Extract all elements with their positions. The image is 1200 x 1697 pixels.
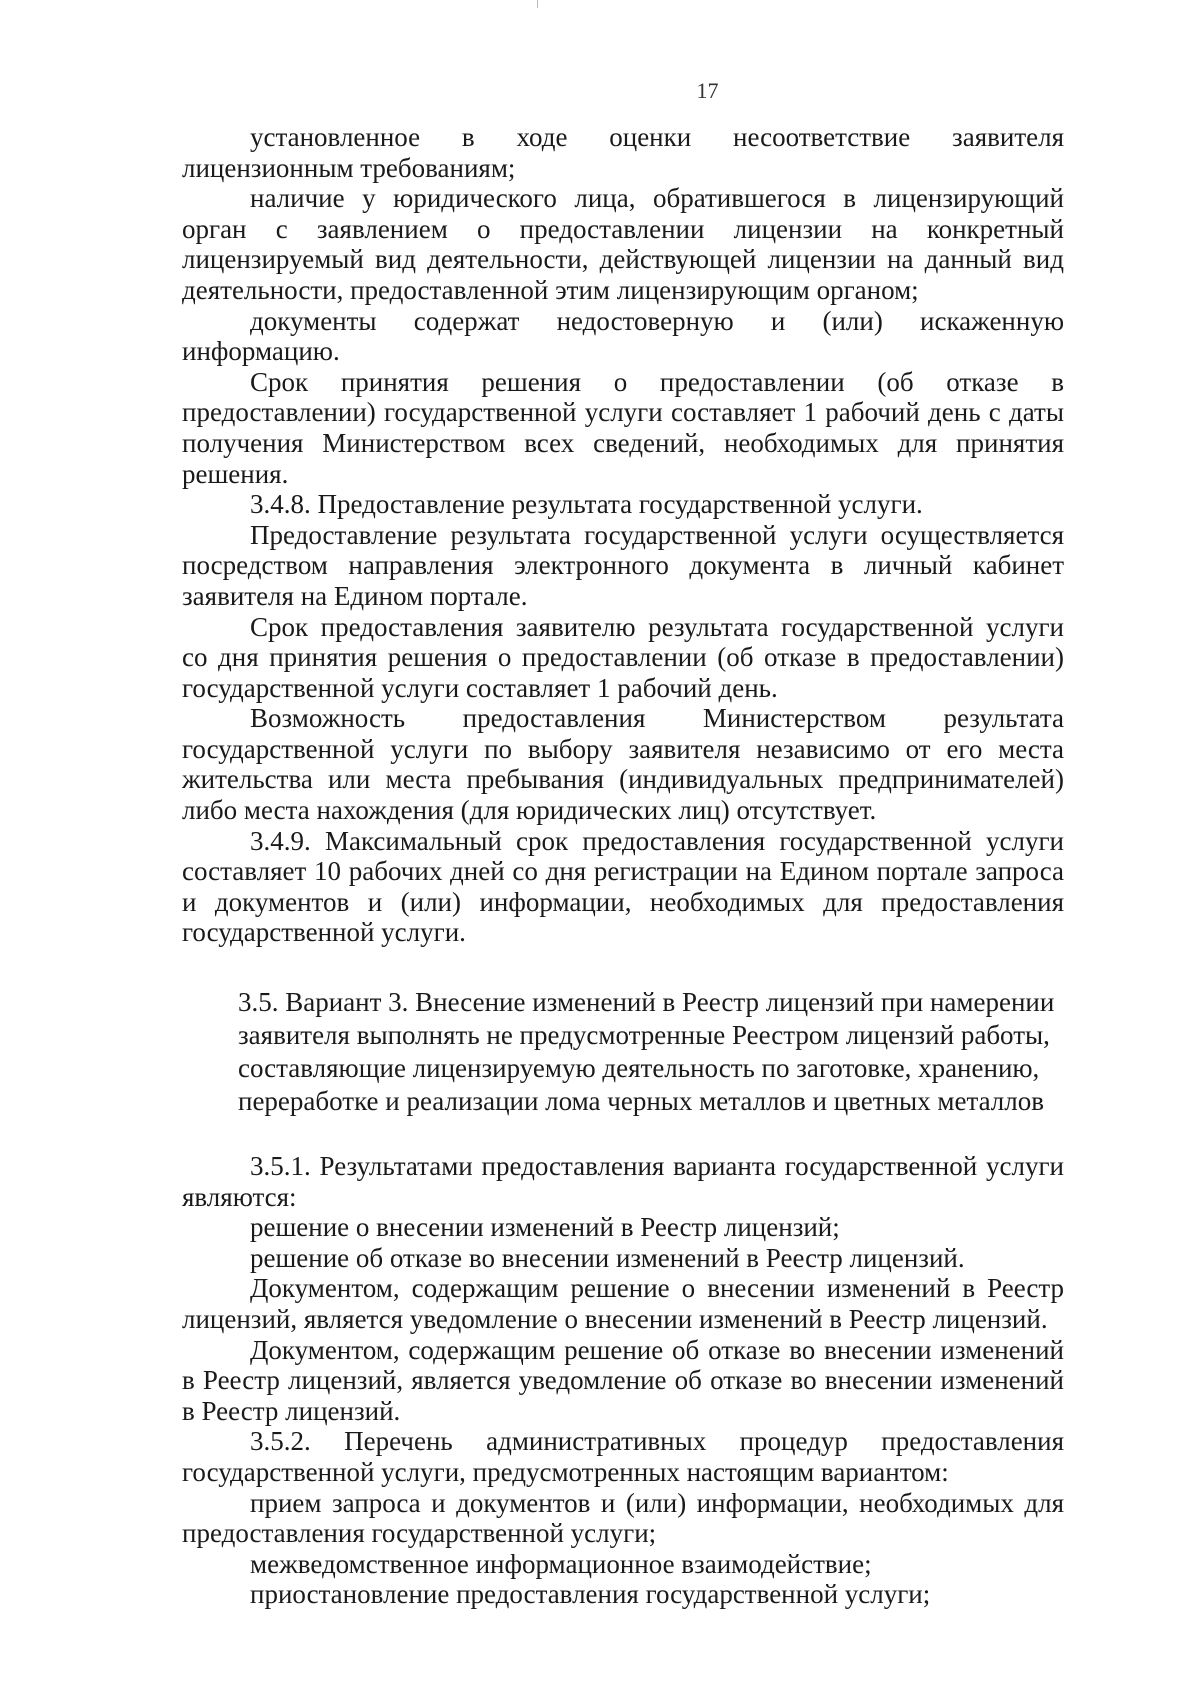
section-heading: 3.5. Вариант 3. Внесение изменений в Реестр лицензий при намерении заявителя выполнять не предусмотренные Реестром лицензий работы, составляющие лицензируемую деятельность по заготовке, хранению, переработке и реализации лома черных металлов и цветных металлов (238, 987, 1055, 1117)
paragraph: Документом, содержащим решение о внесении изменений в Реестр лицензий, является уведомление о внесении изменений в Реестр лицензий. (182, 1273, 1064, 1334)
paragraph: межведомственное информационное взаимодействие; (250, 1548, 872, 1579)
paragraph: Предоставление результата государственной услуги осуществляется посредством направления электронного документа в личный кабинет заявителя на Едином портале. (182, 519, 1064, 611)
paragraph: приостановление предоставления государственной услуги; (250, 1579, 931, 1610)
page-number: 17 (696, 78, 719, 103)
paragraph: Документом, содержащим решение об отказе во внесении изменений в Реестр лицензий, является уведомление об отказе во внесении изменений в Реестр лицензий. (182, 1334, 1064, 1426)
paragraph: 3.4.9. Максимальный срок предоставления государственной услуги составляет 10 рабочих дней со дня регистрации на Едином портале запроса и документов и (или) информации, необходимых для предоставления государственной услуги. (182, 825, 1064, 948)
paragraph: документы содержат недостоверную и (или) искаженную информацию. (182, 305, 1064, 367)
document-body (182, 122, 1064, 1610)
paragraph: 3.5.1. Результатами предоставления варианта государственной услуги являются: (182, 1151, 1064, 1212)
paragraph: 3.4.8. Предоставление результата государственной услуги. (250, 489, 923, 520)
paragraph: решение о внесении изменений в Реестр лицензий; (250, 1212, 840, 1243)
paragraph: Срок предоставления заявителю результата государственной услуги со дня принятия решения о предоставлении (об отказе в предоставлении) государственной услуги составляет 1 рабочий день. (182, 611, 1064, 703)
paragraph: 3.5.2. Перечень административных процедур предоставления государственной услуги, предусмотренных настоящим вариантом: (182, 1426, 1064, 1487)
scan-mark (537, 0, 538, 8)
paragraph: прием запроса и документов и (или) информации, необходимых для предоставления государственной услуги; (182, 1487, 1064, 1549)
paragraph: решение об отказе во внесении изменений в Реестр лицензий. (250, 1242, 965, 1273)
paragraph: наличие у юридического лица, обратившегося в лицензирующий орган с заявлением о предоставлении лицензии на конкретный лицензируемый вид деятельности, действующей лицензии на данный вид деятельности, предоставленной этим лицензирующим органом; (182, 183, 1064, 305)
paragraph: Срок принятия решения о предоставлении (об отказе в предоставлении) государственной услуги составляет 1 рабочий день с даты получения Министерством всех сведений, необходимых для принятия решения. (182, 366, 1064, 489)
paragraph: установленное в ходе оценки несоответствие заявителя лицензионным требованиям; (182, 122, 1064, 183)
paragraph: Возможность предоставления Министерством результата государственной услуги по выбору заявителя независимо от его места жительства или места пребывания (индивидуальных предпринимателей) либо места нахождения (для юридических лиц) отсутствует. (182, 703, 1064, 826)
